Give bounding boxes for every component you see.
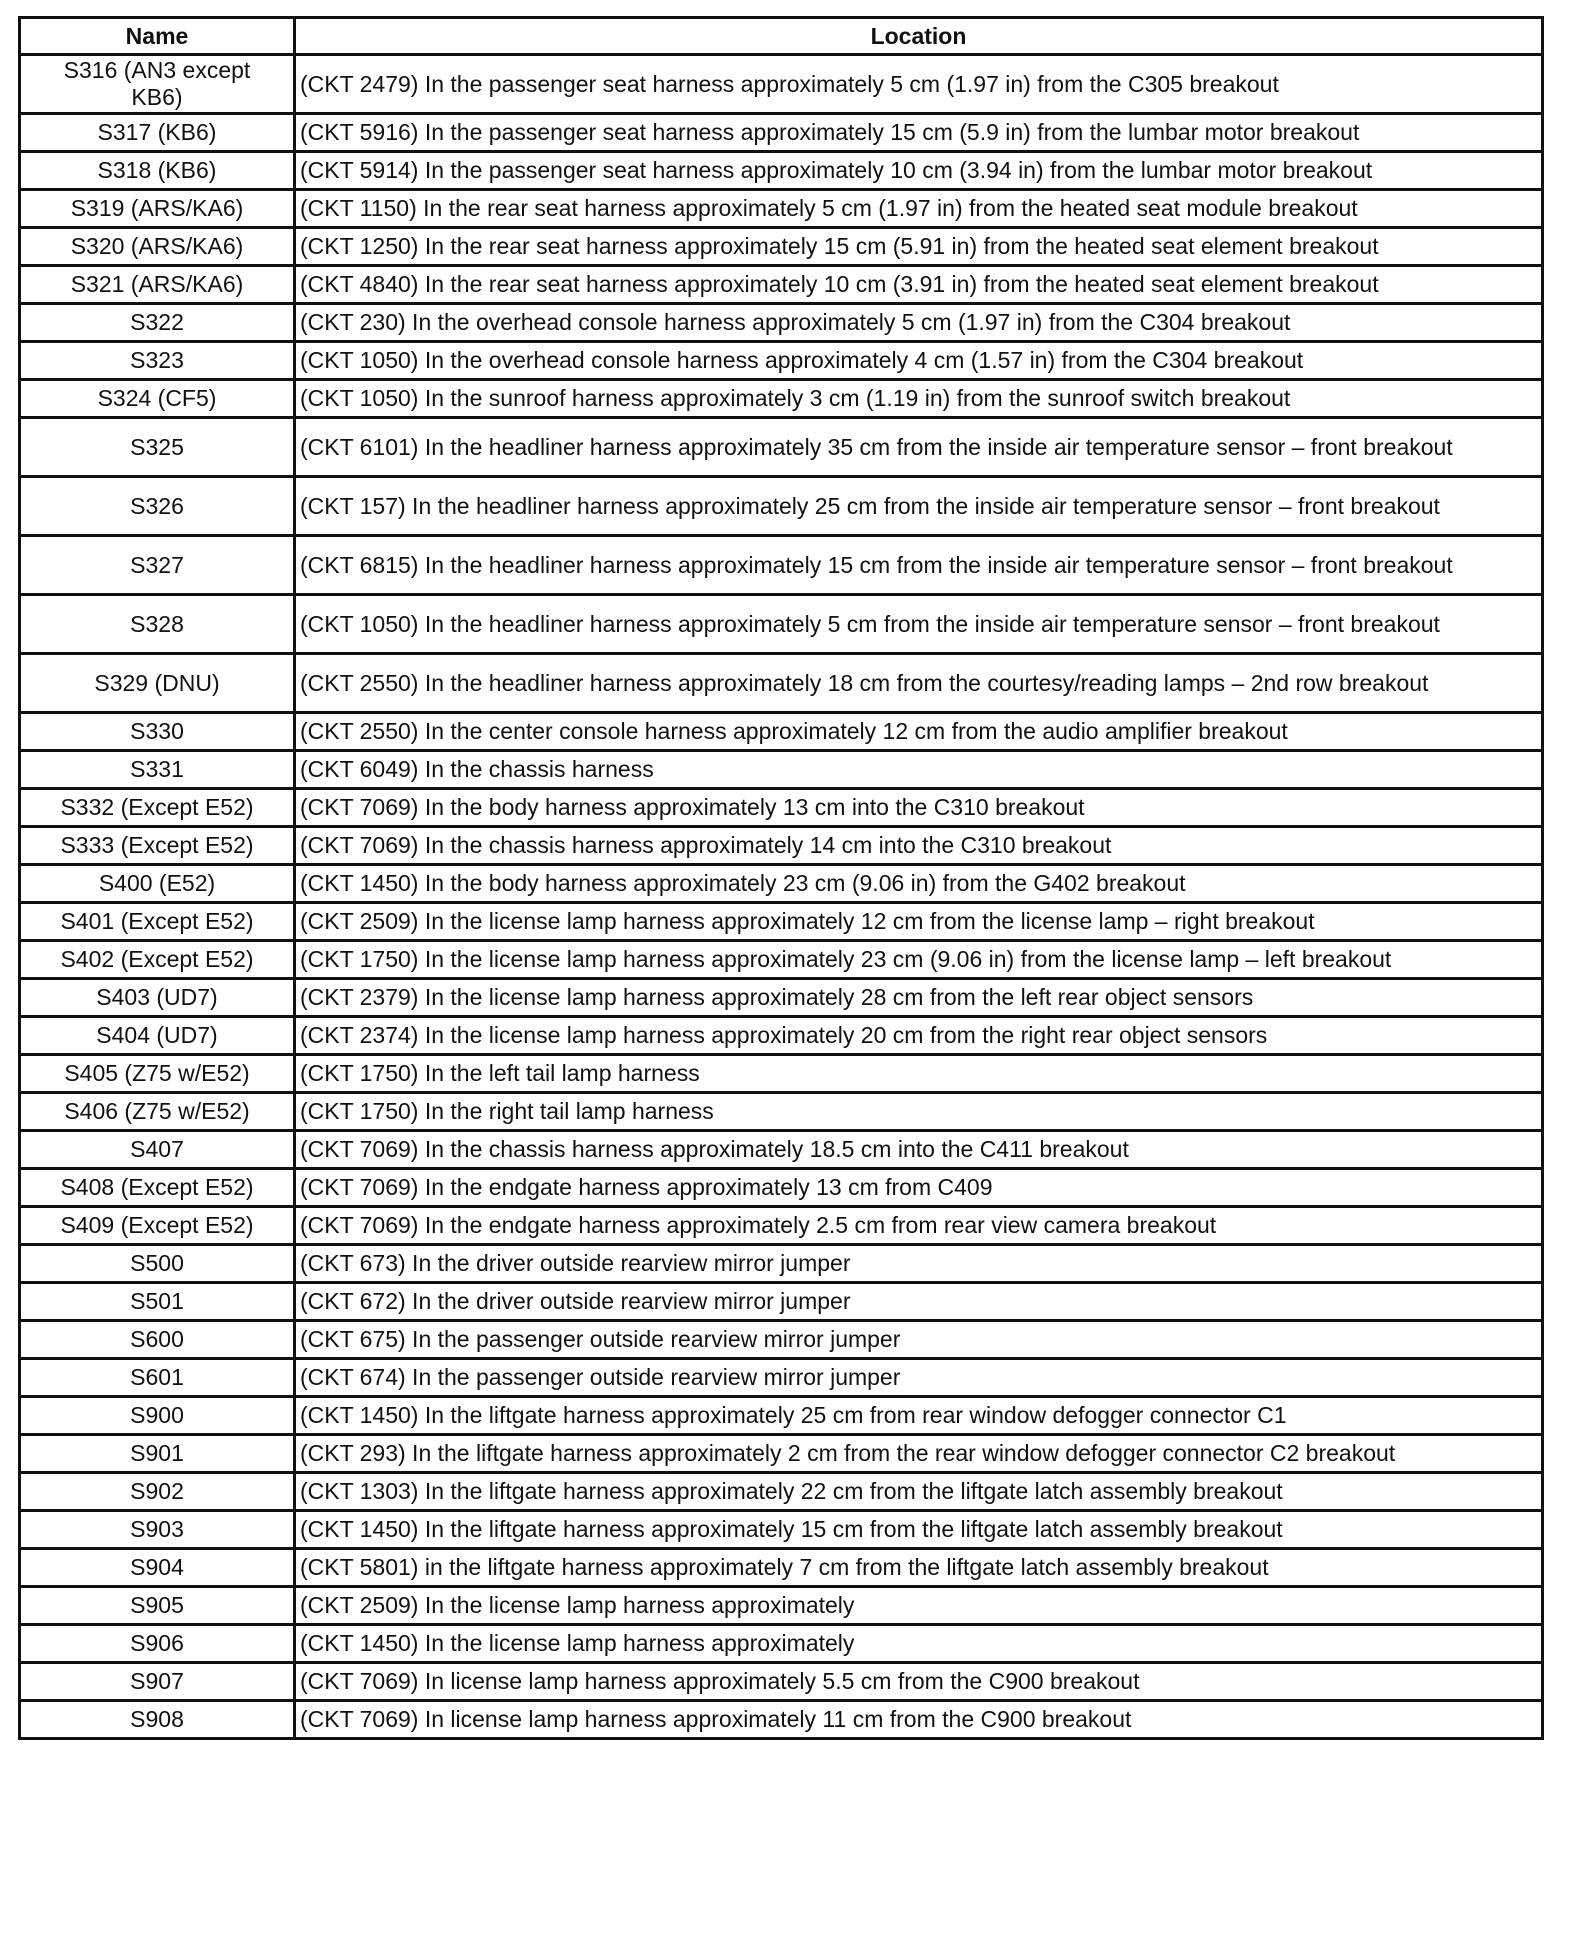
table-row bbox=[20, 1207, 1543, 1245]
cell-name: S402 (Except E52) bbox=[20, 941, 295, 979]
cell-name: S401 (Except E52) bbox=[20, 903, 295, 941]
table-row bbox=[20, 152, 1543, 190]
cell-location: (CKT 1750) In the left tail lamp harness bbox=[295, 1055, 1543, 1093]
table-row bbox=[20, 827, 1543, 865]
table-row bbox=[20, 979, 1543, 1017]
cell-name: S318 (KB6) bbox=[20, 152, 295, 190]
cell-location: (CKT 5801) in the liftgate harness approximately 7 cm from the liftgate latch assembly breakout bbox=[295, 1549, 1543, 1587]
table-row bbox=[20, 789, 1543, 827]
table-row bbox=[20, 55, 1543, 114]
cell-location: (CKT 1050) In the sunroof harness approximately 3 cm (1.19 in) from the sunroof switch breakout bbox=[295, 380, 1543, 418]
cell-name: S905 bbox=[20, 1587, 295, 1625]
table-row bbox=[20, 1473, 1543, 1511]
cell-name: S601 bbox=[20, 1359, 295, 1397]
cell-location: (CKT 4840) In the rear seat harness approximately 10 cm (3.91 in) from the heated seat element breakout bbox=[295, 266, 1543, 304]
cell-location: (CKT 1450) In the liftgate harness approximately 25 cm from rear window defogger connector C1 bbox=[295, 1397, 1543, 1435]
cell-name: S902 bbox=[20, 1473, 295, 1511]
table-row bbox=[20, 1549, 1543, 1587]
cell-location: (CKT 7069) In the chassis harness approximately 18.5 cm into the C411 breakout bbox=[295, 1131, 1543, 1169]
cell-location: (CKT 7069) In license lamp harness approximately 5.5 cm from the C900 breakout bbox=[295, 1663, 1543, 1701]
cell-location: (CKT 2509) In the license lamp harness approximately 12 cm from the license lamp – right breakout bbox=[295, 903, 1543, 941]
cell-name: S321 (ARS/KA6) bbox=[20, 266, 295, 304]
cell-name: S327 bbox=[20, 536, 295, 595]
cell-location: (CKT 1050) In the headliner harness approximately 5 cm from the inside air temperature sensor – front breakout bbox=[295, 595, 1543, 654]
table-row bbox=[20, 304, 1543, 342]
table-row bbox=[20, 941, 1543, 979]
cell-location: (CKT 6101) In the headliner harness approximately 35 cm from the inside air temperature sensor – front breakout bbox=[295, 418, 1543, 477]
cell-location: (CKT 1450) In the body harness approximately 23 cm (9.06 in) from the G402 breakout bbox=[295, 865, 1543, 903]
column-header-location: Location bbox=[295, 18, 1543, 55]
table-row bbox=[20, 1663, 1543, 1701]
cell-location: (CKT 673) In the driver outside rearview mirror jumper bbox=[295, 1245, 1543, 1283]
cell-location: (CKT 675) In the passenger outside rearview mirror jumper bbox=[295, 1321, 1543, 1359]
cell-name: S407 bbox=[20, 1131, 295, 1169]
table-row bbox=[20, 713, 1543, 751]
table-row bbox=[20, 380, 1543, 418]
cell-name: S330 bbox=[20, 713, 295, 751]
cell-location: (CKT 2550) In the center console harness approximately 12 cm from the audio amplifier breakout bbox=[295, 713, 1543, 751]
cell-name: S322 bbox=[20, 304, 295, 342]
cell-location: (CKT 1050) In the overhead console harness approximately 4 cm (1.57 in) from the C304 breakout bbox=[295, 342, 1543, 380]
cell-location: (CKT 7069) In the body harness approximately 13 cm into the C310 breakout bbox=[295, 789, 1543, 827]
cell-name: S405 (Z75 w/E52) bbox=[20, 1055, 295, 1093]
cell-location: (CKT 2509) In the license lamp harness approximately bbox=[295, 1587, 1543, 1625]
cell-name: S328 bbox=[20, 595, 295, 654]
table-row bbox=[20, 1131, 1543, 1169]
cell-name: S333 (Except E52) bbox=[20, 827, 295, 865]
table-row bbox=[20, 477, 1543, 536]
cell-location: (CKT 7069) In the endgate harness approximately 13 cm from C409 bbox=[295, 1169, 1543, 1207]
cell-location: (CKT 1303) In the liftgate harness approximately 22 cm from the liftgate latch assembly breakout bbox=[295, 1473, 1543, 1511]
cell-location: (CKT 1150) In the rear seat harness approximately 5 cm (1.97 in) from the heated seat module breakout bbox=[295, 190, 1543, 228]
cell-name: S316 (AN3 except KB6) bbox=[20, 55, 295, 114]
cell-name: S901 bbox=[20, 1435, 295, 1473]
table-row bbox=[20, 342, 1543, 380]
cell-location: (CKT 5914) In the passenger seat harness approximately 10 cm (3.94 in) from the lumbar motor breakout bbox=[295, 152, 1543, 190]
table-row bbox=[20, 595, 1543, 654]
cell-name: S906 bbox=[20, 1625, 295, 1663]
column-header-name: Name bbox=[20, 18, 295, 55]
cell-location: (CKT 674) In the passenger outside rearview mirror jumper bbox=[295, 1359, 1543, 1397]
cell-location: (CKT 7069) In the endgate harness approximately 2.5 cm from rear view camera breakout bbox=[295, 1207, 1543, 1245]
table-row bbox=[20, 114, 1543, 152]
cell-location: (CKT 157) In the headliner harness approximately 25 cm from the inside air temperature sensor – front breakout bbox=[295, 477, 1543, 536]
table-body bbox=[20, 55, 1543, 1739]
cell-location: (CKT 7069) In the chassis harness approximately 14 cm into the C310 breakout bbox=[295, 827, 1543, 865]
cell-location: (CKT 1250) In the rear seat harness approximately 15 cm (5.91 in) from the heated seat element breakout bbox=[295, 228, 1543, 266]
table-row bbox=[20, 1359, 1543, 1397]
cell-location: (CKT 2550) In the headliner harness approximately 18 cm from the courtesy/reading lamps – 2nd row breakout bbox=[295, 654, 1543, 713]
cell-name: S324 (CF5) bbox=[20, 380, 295, 418]
cell-name: S404 (UD7) bbox=[20, 1017, 295, 1055]
cell-name: S501 bbox=[20, 1283, 295, 1321]
cell-name: S600 bbox=[20, 1321, 295, 1359]
table-row bbox=[20, 1435, 1543, 1473]
cell-name: S907 bbox=[20, 1663, 295, 1701]
cell-location: (CKT 2479) In the passenger seat harness approximately 5 cm (1.97 in) from the C305 breakout bbox=[295, 55, 1543, 114]
table-row bbox=[20, 751, 1543, 789]
table-row bbox=[20, 1169, 1543, 1207]
cell-location: (CKT 1750) In the right tail lamp harness bbox=[295, 1093, 1543, 1131]
table-row bbox=[20, 536, 1543, 595]
cell-location: (CKT 2379) In the license lamp harness approximately 28 cm from the left rear object sensors bbox=[295, 979, 1543, 1017]
table-row bbox=[20, 266, 1543, 304]
table-row bbox=[20, 1093, 1543, 1131]
table-row bbox=[20, 1397, 1543, 1435]
cell-location: (CKT 230) In the overhead console harness approximately 5 cm (1.97 in) from the C304 breakout bbox=[295, 304, 1543, 342]
table-row bbox=[20, 228, 1543, 266]
table-row bbox=[20, 1587, 1543, 1625]
cell-name: S500 bbox=[20, 1245, 295, 1283]
header-row bbox=[20, 18, 1543, 55]
cell-name: S400 (E52) bbox=[20, 865, 295, 903]
table-row bbox=[20, 1055, 1543, 1093]
cell-location: (CKT 1450) In the license lamp harness approximately bbox=[295, 1625, 1543, 1663]
table-row bbox=[20, 1283, 1543, 1321]
cell-location: (CKT 672) In the driver outside rearview mirror jumper bbox=[295, 1283, 1543, 1321]
cell-location: (CKT 2374) In the license lamp harness approximately 20 cm from the right rear object sensors bbox=[295, 1017, 1543, 1055]
cell-name: S903 bbox=[20, 1511, 295, 1549]
cell-location: (CKT 293) In the liftgate harness approximately 2 cm from the rear window defogger connector C2 breakout bbox=[295, 1435, 1543, 1473]
cell-name: S325 bbox=[20, 418, 295, 477]
cell-location: (CKT 1750) In the license lamp harness approximately 23 cm (9.06 in) from the license lamp – left breakout bbox=[295, 941, 1543, 979]
cell-name: S329 (DNU) bbox=[20, 654, 295, 713]
cell-location: (CKT 6049) In the chassis harness bbox=[295, 751, 1543, 789]
cell-name: S403 (UD7) bbox=[20, 979, 295, 1017]
cell-name: S317 (KB6) bbox=[20, 114, 295, 152]
table-row bbox=[20, 1701, 1543, 1739]
splice-location-table bbox=[18, 16, 1544, 1740]
table-row bbox=[20, 1511, 1543, 1549]
cell-name: S326 bbox=[20, 477, 295, 536]
cell-name: S331 bbox=[20, 751, 295, 789]
cell-name: S323 bbox=[20, 342, 295, 380]
cell-name: S332 (Except E52) bbox=[20, 789, 295, 827]
cell-location: (CKT 6815) In the headliner harness approximately 15 cm from the inside air temperature sensor – front breakout bbox=[295, 536, 1543, 595]
table-row bbox=[20, 903, 1543, 941]
table-row bbox=[20, 1245, 1543, 1283]
cell-location: (CKT 7069) In license lamp harness approximately 11 cm from the C900 breakout bbox=[295, 1701, 1543, 1739]
cell-name: S908 bbox=[20, 1701, 295, 1739]
cell-name: S406 (Z75 w/E52) bbox=[20, 1093, 295, 1131]
cell-name: S900 bbox=[20, 1397, 295, 1435]
cell-location: (CKT 5916) In the passenger seat harness approximately 15 cm (5.9 in) from the lumbar motor breakout bbox=[295, 114, 1543, 152]
table-row bbox=[20, 1625, 1543, 1663]
cell-name: S319 (ARS/KA6) bbox=[20, 190, 295, 228]
cell-location: (CKT 1450) In the liftgate harness approximately 15 cm from the liftgate latch assembly breakout bbox=[295, 1511, 1543, 1549]
table-row bbox=[20, 654, 1543, 713]
cell-name: S409 (Except E52) bbox=[20, 1207, 295, 1245]
table-row bbox=[20, 865, 1543, 903]
cell-name: S320 (ARS/KA6) bbox=[20, 228, 295, 266]
table-row bbox=[20, 418, 1543, 477]
table-row bbox=[20, 1017, 1543, 1055]
table-row bbox=[20, 1321, 1543, 1359]
cell-name: S408 (Except E52) bbox=[20, 1169, 295, 1207]
table-row bbox=[20, 190, 1543, 228]
cell-name: S904 bbox=[20, 1549, 295, 1587]
